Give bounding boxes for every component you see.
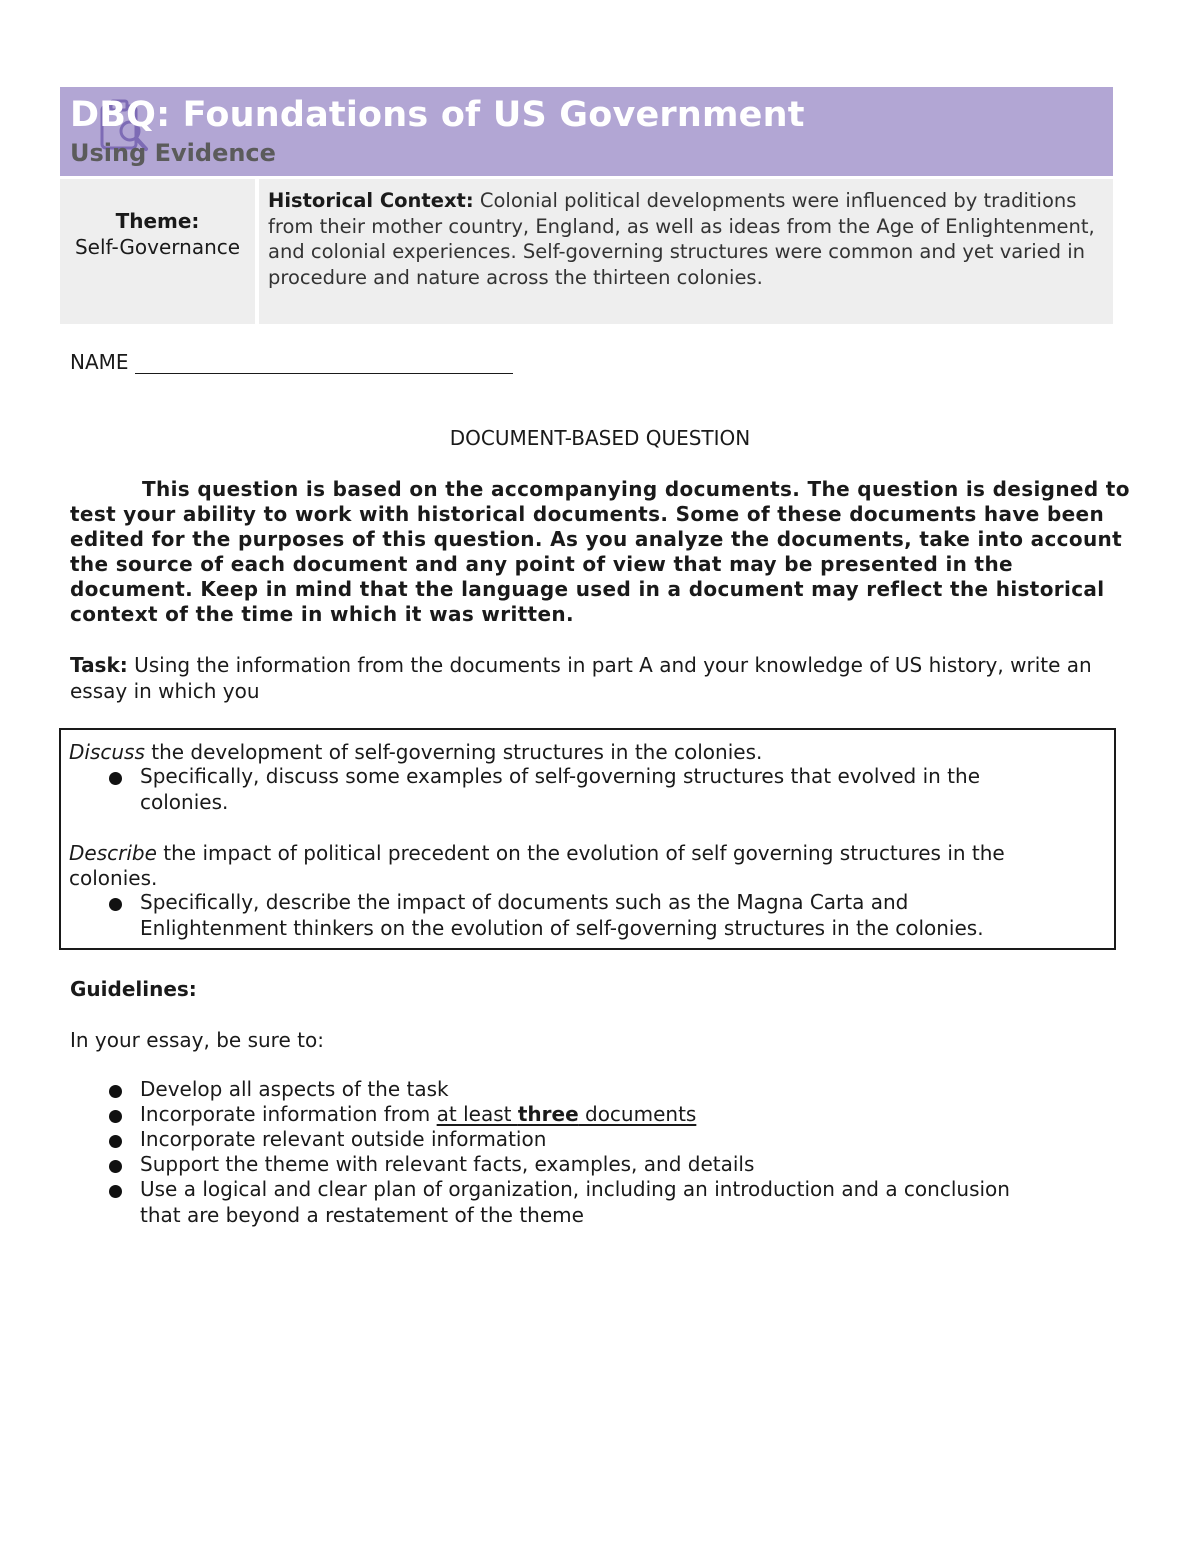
describe-text-1: the impact of political precedent on the evolution of self governing structures in the bbox=[163, 841, 1005, 865]
task-label: Task: bbox=[70, 653, 128, 677]
guideline-item-4: Support the theme with relevant facts, examples, and details bbox=[140, 1152, 755, 1176]
name-label: NAME bbox=[70, 350, 129, 374]
describe-bullet-line-1: Specifically, describe the impact of documents such as the Magna Carta and bbox=[140, 890, 909, 914]
task-text: Using the information from the documents in part A and your knowledge of US history, write an essay in which you bbox=[70, 653, 1092, 703]
dbq-heading: DOCUMENT-BASED QUESTION bbox=[449, 426, 751, 450]
guideline-item-2-u2: documents bbox=[578, 1102, 697, 1126]
guideline-item-2-u1: at least bbox=[436, 1102, 518, 1126]
task-box bbox=[59, 728, 1116, 950]
bullet-icon bbox=[109, 1160, 122, 1173]
historical-context-label: Historical Context: bbox=[268, 189, 474, 212]
guideline-item-2 bbox=[140, 1102, 696, 1127]
name-blank-line[interactable] bbox=[135, 351, 513, 374]
guideline-item-3: Incorporate relevant outside information bbox=[140, 1127, 547, 1151]
discuss-bullet-line-1: Specifically, discuss some examples of self-governing structures that evolved in the bbox=[140, 764, 980, 788]
discuss-bullet-line-2: colonies. bbox=[140, 790, 229, 814]
guideline-item-2-bold: three bbox=[517, 1102, 579, 1126]
page-title: DBQ: Foundations of US Government bbox=[70, 95, 805, 135]
theme-label: Theme: bbox=[115, 209, 200, 233]
guideline-item-2-prefix: Incorporate information from bbox=[140, 1102, 437, 1126]
discuss-verb: Discuss bbox=[69, 740, 145, 764]
historical-context-text bbox=[268, 188, 1098, 290]
guideline-item-1: Develop all aspects of the task bbox=[140, 1077, 449, 1101]
bullet-icon bbox=[109, 1135, 122, 1148]
guideline-item-5-line-2: that are beyond a restatement of the theme bbox=[140, 1203, 584, 1227]
bullet-icon bbox=[109, 898, 122, 911]
guidelines-intro: In your essay, be sure to: bbox=[70, 1028, 324, 1052]
bullet-icon bbox=[109, 1185, 122, 1198]
historical-context-cell bbox=[259, 179, 1113, 324]
theme-value: Self-Governance bbox=[74, 235, 241, 259]
bullet-icon bbox=[109, 1085, 122, 1098]
describe-line-2: colonies. bbox=[69, 866, 158, 890]
page-subtitle: Using Evidence bbox=[70, 139, 276, 167]
describe-verb: Describe bbox=[69, 841, 157, 865]
guidelines-heading: Guidelines: bbox=[70, 977, 197, 1001]
bullet-icon bbox=[109, 772, 122, 785]
context-table bbox=[60, 179, 1113, 324]
historical-context-body: Colonial political developments were influenced by traditions from their mother country, England, as well as ideas from the Age of Enlightenment, and colonial experiences. Self-governing structures were common and yet varied in procedure and nature across the thirteen colonies. bbox=[268, 189, 1095, 289]
discuss-line bbox=[69, 740, 762, 765]
bullet-icon bbox=[109, 1110, 122, 1123]
guideline-item-2-emphasis bbox=[437, 1102, 697, 1126]
describe-bullet-line-2: Enlightenment thinkers on the evolution of self-governing structures in the colonies. bbox=[140, 916, 984, 940]
name-field-row bbox=[70, 350, 513, 374]
theme-cell bbox=[60, 179, 255, 324]
task-paragraph bbox=[70, 652, 1130, 704]
title-banner bbox=[60, 87, 1113, 176]
describe-line-1 bbox=[69, 841, 1005, 866]
discuss-text: the development of self-governing structures in the colonies. bbox=[151, 740, 763, 764]
intro-paragraph: This question is based on the accompanying documents. The question is designed to test your ability to work with historical documents. Some of these documents have been edited for the purposes of this question. As you analyze the documents, take into account the source of each document and any point of view that may be presented in the document. Keep in mind that the language used in a document may reflect the historical context of the time in which it was written. bbox=[70, 477, 1130, 626]
guideline-item-5-line-1: Use a logical and clear plan of organization, including an introduction and a conclusion bbox=[140, 1177, 1010, 1201]
